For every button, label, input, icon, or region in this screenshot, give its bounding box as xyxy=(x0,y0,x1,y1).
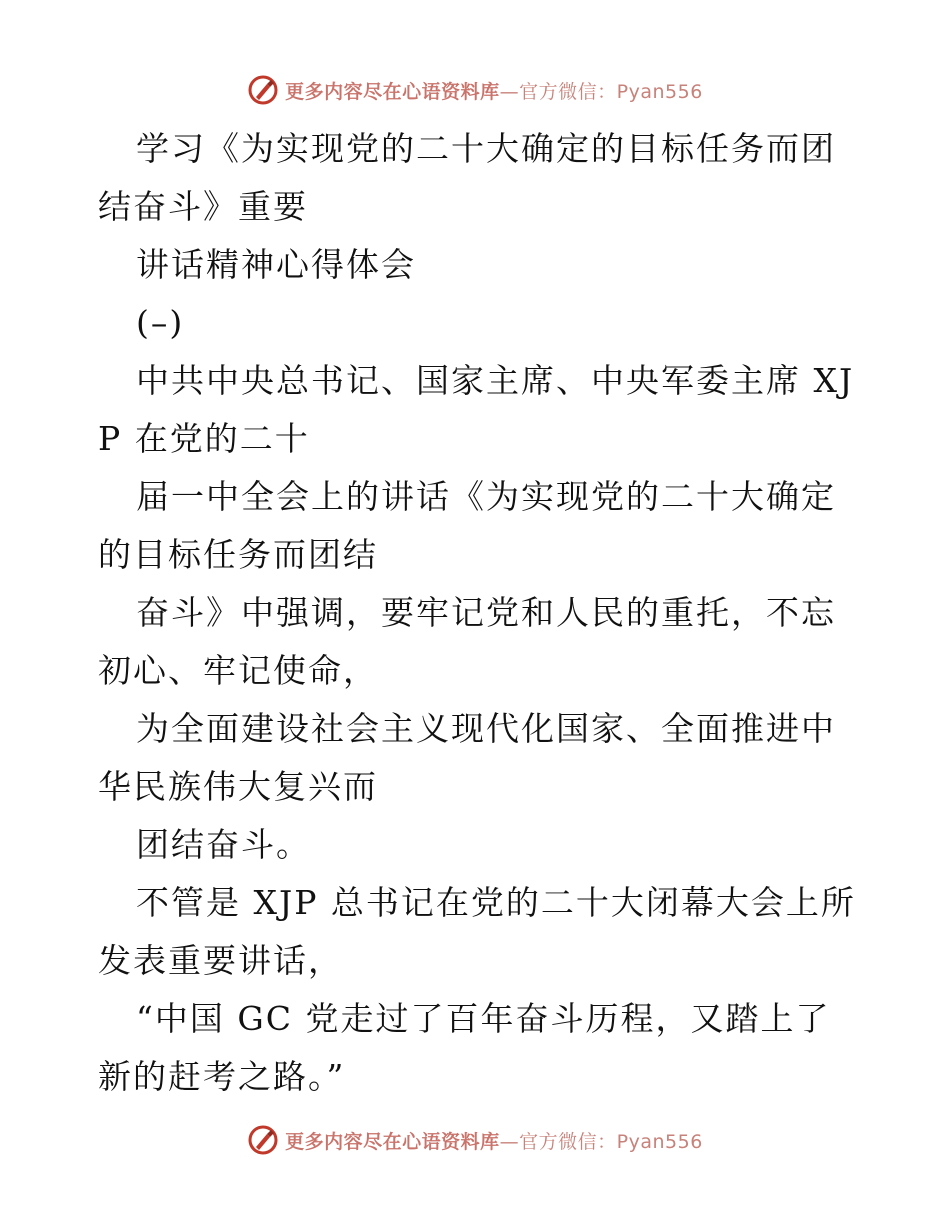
paragraph: 届一中全会上的讲话《为实现党的二十大确定的目标任务而团结 xyxy=(98,477,836,574)
paragraph: (–) xyxy=(136,303,185,342)
paragraph: 奋斗》中强调，要牢记党和人民的重托，不忘初心、牢记使命， xyxy=(98,593,836,690)
document-body xyxy=(98,120,858,1106)
paragraph: 不管是 XJP 总书记在党的二十大闭幕大会上所发表重要讲话， xyxy=(98,883,856,980)
footer-watermark xyxy=(0,1120,950,1160)
paragraph: “中国 GC 党走过了百年奋斗历程，又踏上了新的赶考之路。” xyxy=(98,999,831,1096)
paragraph: 讲话精神心得体会 xyxy=(136,245,416,284)
header-watermark xyxy=(0,70,950,110)
pen-logo-icon xyxy=(247,1124,279,1156)
paragraph: 团结奋斗。 xyxy=(136,825,311,864)
footer-watermark-text: 更多内容尽在心语资料库—官方微信：Pyan556 xyxy=(285,1130,703,1153)
header-watermark-text: 更多内容尽在心语资料库—官方微信：Pyan556 xyxy=(285,80,703,103)
paragraph: 为全面建设社会主义现代化国家、全面推进中华民族伟大复兴而 xyxy=(98,709,836,806)
pen-logo-icon xyxy=(247,74,279,106)
paragraph: 学习《为实现党的二十大确定的目标任务而团结奋斗》重要 xyxy=(98,129,836,226)
paragraph: 中共中央总书记、国家主席、中央军委主席 XJP 在党的二十 xyxy=(98,361,855,458)
